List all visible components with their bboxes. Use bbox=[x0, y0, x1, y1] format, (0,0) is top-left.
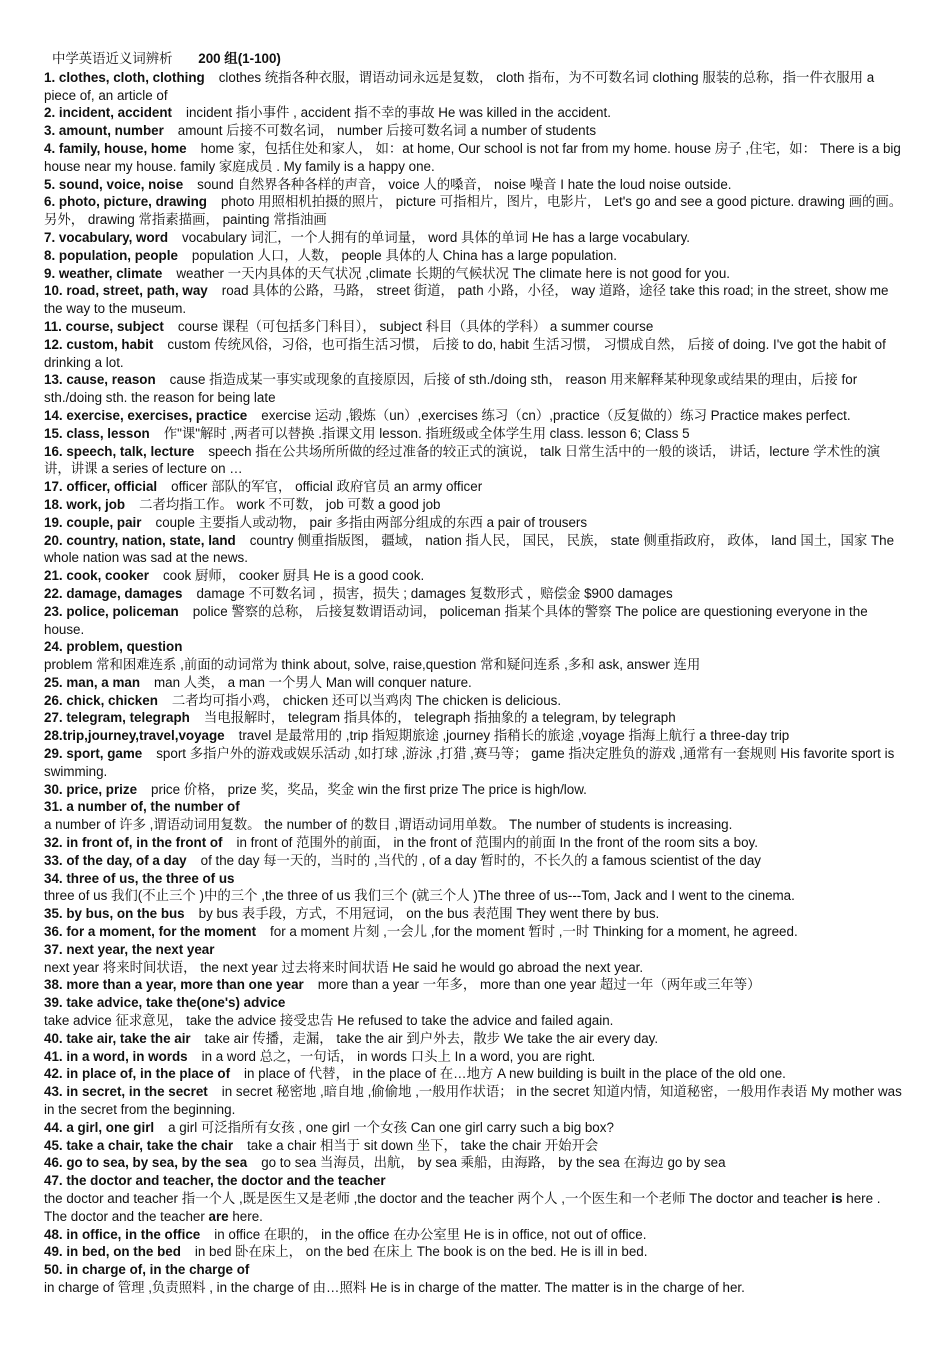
entry-description: custom 传统风俗，习俗，也可指生活习惯， 后接 to do, habit 生活习惯， 习惯成自然， 后接 of doing. I've got the habit of drinking a lot. bbox=[44, 336, 886, 370]
entry-item bbox=[44, 798, 906, 834]
entry-heading: 33. of the day, of a day bbox=[44, 852, 187, 868]
entry-description: in secret 秘密地 ,暗自地 ,偷偷地 ,一般用作状语； in the secret 知道内情，知道秘密，一般用作表语 My mother was in the secret from the beginning. bbox=[44, 1084, 902, 1118]
entry-heading: 47. the doctor and teacher, the doctor and the teacher bbox=[44, 1173, 386, 1189]
entry-description: 当电报解时， telegram 指具体的， telegraph 指抽象的 a telegram, by telegraph bbox=[203, 710, 676, 726]
entry-item bbox=[44, 193, 906, 229]
entry-description: weather 一天内具体的天气状况 ,climate 长期的气候状况 The climate here is not good for you. bbox=[176, 265, 730, 281]
entry-heading: 14. exercise, exercises, practice bbox=[44, 407, 248, 423]
entry-heading: 45. take a chair, take the chair bbox=[44, 1137, 234, 1153]
entry-description: next year 将来时间状语， the next year 过去将来时间状语 He said he would go abroad the next year. bbox=[44, 959, 644, 975]
entry-heading: 50. in charge of, in the charge of bbox=[44, 1262, 250, 1278]
entry-heading: 13. cause, reason bbox=[44, 372, 156, 388]
entry-heading: 6. photo, picture, drawing bbox=[44, 194, 207, 210]
entry-description: officer 部队的军官， official 政府官员 an army officer bbox=[171, 479, 483, 495]
entry-item bbox=[44, 1243, 906, 1261]
entry-heading: 29. sport, game bbox=[44, 746, 143, 762]
entry-item bbox=[44, 1261, 906, 1297]
entry-heading: 42. in place of, in the place of bbox=[44, 1066, 231, 1082]
entry-heading: 16. speech, talk, lecture bbox=[44, 443, 195, 459]
entry-heading: 2. incident, accident bbox=[44, 105, 172, 121]
entry-item bbox=[44, 443, 906, 479]
entry-description: of the day 每一天的，当时的 ,当代的 , of a day 暂时的，不长久的 a famous scientist of the day bbox=[200, 852, 761, 868]
entry-description: travel 是最常用的 ,trip 指短期旅途 ,journey 指稍长的旅途 ,voyage 指海上航行 a three-day trip bbox=[238, 728, 790, 744]
entry-item bbox=[44, 336, 906, 372]
entry-description: sport 多指户外的游戏或娱乐活动 ,如打球 ,游泳 ,打猎 ,赛马等； game 指决定胜负的游戏 ,通常有一套规则 His favorite sport is swimming. bbox=[44, 746, 895, 779]
entry-heading: 36. for a moment, for the moment bbox=[44, 924, 257, 940]
entry-heading: 21. cook, cooker bbox=[44, 568, 149, 584]
entry-description: in bed 卧在床上， on the bed 在床上 The book is on the bed. He is ill in bed. bbox=[194, 1244, 648, 1260]
entry-item bbox=[44, 994, 906, 1030]
entry-item bbox=[44, 496, 906, 514]
entry-item bbox=[44, 371, 906, 407]
entry-item bbox=[44, 1030, 906, 1048]
entry-heading: 46. go to sea, by sea, by the sea bbox=[44, 1155, 248, 1171]
entry-item bbox=[44, 976, 906, 994]
entry-heading: 41. in a word, in words bbox=[44, 1048, 188, 1064]
entry-item bbox=[44, 1119, 906, 1137]
entry-description: take a chair 相当于 sit down 坐下， take the chair 开始开会 bbox=[247, 1137, 599, 1153]
entry-item bbox=[44, 140, 906, 176]
entry-description: police 警察的总称， 后接复数谓语动词， policeman 指某个具体的警察 The police are questioning everyone in the house. bbox=[44, 603, 868, 637]
entry-description: amount 后接不可数名词， number 后接可数名词 a number of students bbox=[177, 123, 597, 139]
entry-item bbox=[44, 104, 906, 122]
entry-item bbox=[44, 709, 906, 727]
entry-heading: 20. country, nation, state, land bbox=[44, 532, 236, 548]
entry-description: a girl 可泛指所有女孩 , one girl 一个女孩 Can one girl carry such a big box? bbox=[168, 1119, 614, 1135]
entry-description: 二者均可指小鸡， chicken 还可以当鸡肉 The chicken is delicious. bbox=[171, 692, 562, 708]
entry-heading: 18. work, job bbox=[44, 496, 126, 512]
entry-description: man 人类， a man 一个男人 Man will conquer nature. bbox=[154, 674, 472, 690]
entry-item bbox=[44, 727, 906, 745]
entry-description: in charge of 管理 ,负责照料 , in the charge of 由…照料 He is in charge of the matter. The matter is in the charge of her. bbox=[44, 1279, 745, 1295]
entry-item bbox=[44, 265, 906, 283]
entry-heading: 34. three of us, the three of us bbox=[44, 870, 235, 886]
entry-heading: 3. amount, number bbox=[44, 123, 164, 139]
entry-item bbox=[44, 1137, 906, 1155]
entry-item bbox=[44, 852, 906, 870]
entry-description-part: is bbox=[831, 1191, 843, 1206]
doc-subtitle: 200 组(1-100) bbox=[198, 51, 281, 66]
doc-title-text: 中学英语近义词辨析 bbox=[52, 51, 173, 66]
entry-heading: 28.trip,journey,travel,voyage bbox=[44, 728, 225, 744]
entry-item bbox=[44, 69, 906, 105]
entry-heading: 26. chick, chicken bbox=[44, 692, 158, 708]
entry-heading: 39. take advice, take the(one's) advice bbox=[44, 995, 286, 1011]
entry-heading: 24. problem, question bbox=[44, 639, 183, 655]
entry-description: price 价格， prize 奖，奖品，奖金 win the first prize The price is high/low. bbox=[151, 781, 587, 797]
entry-heading: 49. in bed, on the bed bbox=[44, 1244, 181, 1260]
entry-description: in front of 范围外的前面， in the front of 范围内的前面 In the front of the room sits a boy. bbox=[236, 835, 758, 851]
doc-title bbox=[44, 50, 906, 68]
entry-item bbox=[44, 1172, 906, 1225]
entry-heading: 44. a girl, one girl bbox=[44, 1119, 155, 1135]
entry-item bbox=[44, 282, 906, 318]
entry-heading: 30. price, prize bbox=[44, 781, 138, 797]
entry-item bbox=[44, 834, 906, 852]
entry-heading: 8. population, people bbox=[44, 247, 178, 263]
entry-heading: 12. custom, habit bbox=[44, 336, 154, 352]
entry-description: population 人口，人数， people 具体的人 China has a large population. bbox=[191, 247, 617, 263]
entry-description: incident 指小事件 , accident 指不幸的事故 He was killed in the accident. bbox=[186, 105, 611, 121]
entry-heading: 11. course, subject bbox=[44, 318, 164, 334]
entry-heading: 17. officer, official bbox=[44, 479, 158, 495]
entry-description: speech 指在公共场所所做的经过准备的较正式的演说， talk 日常生活中的一般的谈话， 讲话，lecture 学术性的演讲，讲课 a series of lecture on … bbox=[44, 443, 881, 477]
entry-heading: 43. in secret, in the secret bbox=[44, 1084, 208, 1100]
entry-description: in office 在职的， in the office 在办公室里 He is in office, not out of office. bbox=[214, 1226, 647, 1242]
entry-item bbox=[44, 674, 906, 692]
entry-description: in place of 代替， in the place of 在…地方 A new building is built in the place of the old one. bbox=[244, 1066, 786, 1082]
entry-description: 作"课"解时 ,两者可以替换 .指课文用 lesson. 指班级或全体学生用 class. lesson 6; Class 5 bbox=[163, 425, 690, 441]
entry-item bbox=[44, 1226, 906, 1244]
entry-item bbox=[44, 478, 906, 496]
entry-item bbox=[44, 532, 906, 568]
entry-heading: 38. more than a year, more than one year bbox=[44, 977, 304, 993]
entry-heading: 22. damage, damages bbox=[44, 585, 183, 601]
entry-description: damage 不可数名词 ，损害，损失 ; damages 复数形式 ，赔偿金 $900 damages bbox=[196, 585, 673, 601]
entry-description: go to sea 当海员，出航， by sea 乘船，由海路， by the sea 在海边 go by sea bbox=[261, 1155, 726, 1171]
entry-heading: 7. vocabulary, word bbox=[44, 229, 169, 245]
entry-heading: 19. couple, pair bbox=[44, 514, 142, 530]
entry-heading: 1. clothes, cloth, clothing bbox=[44, 69, 205, 85]
entry-description-part: here. bbox=[228, 1208, 263, 1224]
entry-description: country 侧重指版图， 疆域， nation 指人民， 国民， 民族， state 侧重指政府， 政体， land 国土，国家 The whole nation was sad at the news. bbox=[44, 532, 895, 566]
entry-description: in a word 总之，一句话， in words 口头上 In a word, you are right. bbox=[201, 1048, 596, 1064]
entry-item bbox=[44, 407, 906, 425]
entry-description: sound 自然界各种各样的声音， voice 人的嗓音， noise 噪音 I hate the loud noise outside. bbox=[197, 176, 732, 192]
entry-description: a number of 许多 ,谓语动词用复数。 the number of 的数目 ,谓语动词用单数。 The number of students is increasing. bbox=[44, 817, 733, 833]
entry-description: by bus 表手段，方式，不用冠词， on the bus 表范围 They went there by bus. bbox=[198, 906, 660, 922]
entry-description: cook 厨师， cooker 厨具 He is a good cook. bbox=[162, 568, 425, 584]
entry-heading: 32. in front of, in the front of bbox=[44, 835, 223, 851]
entry-item bbox=[44, 638, 906, 674]
entry-description: vocabulary 词汇，一个人拥有的单词量， word 具体的单词 He has a large vocabulary. bbox=[182, 229, 691, 245]
entry-description: three of us 我们(不止三个 )中的三个 ,the three of us 我们三个 (就三个人 )The three of us---Tom, Jack and I went to the cinema. bbox=[44, 888, 795, 904]
entry-item bbox=[44, 247, 906, 265]
entry-description: problem 常和困难连系 ,前面的动词常为 think about, solve, raise,question 常和疑问连系 ,多和 ask, answer 连用 bbox=[44, 657, 701, 673]
entry-item bbox=[44, 1065, 906, 1083]
entry-heading: 9. weather, climate bbox=[44, 265, 163, 281]
entry-description: for a moment 片刻 ,一会儿 ,for the moment 暂时 ,一时 Thinking for a moment, he agreed. bbox=[270, 924, 798, 940]
entry-item bbox=[44, 870, 906, 906]
entry-item bbox=[44, 318, 906, 336]
entry-description: more than a year 一年多， more than one year 超过一年（两年或三年等） bbox=[317, 977, 761, 993]
entry-heading: 31. a number of, the number of bbox=[44, 799, 240, 815]
entry-description: cause 指造成某一事实或现象的直接原因，后接 of sth./doing sth， reason 用来解释某种现象或结果的理由，后接 for sth./doing sth. the reason for being late bbox=[44, 372, 858, 406]
entry-description: couple 主要指人或动物， pair 多指由两部分组成的东西 a pair of trousers bbox=[155, 514, 588, 530]
entry-description-part: the doctor and teacher 指一个人 ,既是医生又是老师 ,the doctor and the teacher 两个人 ,一个医生和一个老师 The doctor and teacher bbox=[44, 1191, 832, 1206]
entry-description: exercise 运动 ,锻炼（un）,exercises 练习（cn）,practice（反复做的）练习 Practice makes perfect. bbox=[261, 407, 851, 423]
entry-heading: 37. next year, the next year bbox=[44, 941, 215, 957]
entry-item bbox=[44, 514, 906, 532]
entry-item bbox=[44, 425, 906, 443]
entry-heading: 35. by bus, on the bus bbox=[44, 906, 185, 922]
entry-description-part: are bbox=[208, 1208, 229, 1224]
entry-heading: 23. police, policeman bbox=[44, 603, 179, 619]
entry-list bbox=[44, 69, 906, 1297]
entry-description: photo 用照相机拍摄的照片， picture 可指相片，图片，电影片， Let's go and see a good picture. drawing 画的画。另外， drawing 常指素描画， painting 常指油画 bbox=[44, 194, 903, 228]
entry-heading: 25. man, a man bbox=[44, 674, 141, 690]
entry-item bbox=[44, 1083, 906, 1119]
entry-description: 二者均指工作。 work 不可数， job 可数 a good job bbox=[139, 496, 441, 512]
entry-item bbox=[44, 229, 906, 247]
entry-description: home 家，包括住处和家人， 如：at home, Our school is not far from my home. house 房子 ,住宅，如： There is a big house near my house. family 家庭成员 . My family is a happy one. bbox=[44, 140, 901, 174]
entry-item bbox=[44, 585, 906, 603]
entry-item bbox=[44, 1048, 906, 1066]
entry-item bbox=[44, 905, 906, 923]
entry-description: course 课程（可包括多门科目）， subject 科目（具体的学科） a summer course bbox=[177, 318, 654, 334]
entry-item bbox=[44, 692, 906, 710]
entry-item bbox=[44, 781, 906, 799]
entry-description: clothes 统指各种衣服，谓语动词永远是复数， cloth 指布，为不可数名词 clothing 服装的总称，指一件衣服用 a piece of, an article of bbox=[44, 69, 875, 103]
entry-item bbox=[44, 567, 906, 585]
entry-item bbox=[44, 923, 906, 941]
entry-description: take advice 征求意见， take the advice 接受忠告 He refused to take the advice and failed again. bbox=[44, 1013, 614, 1029]
entry-description: take air 传播，走漏， take the air 到户外去，散步 We take the air every day. bbox=[204, 1030, 659, 1046]
entry-heading: 10. road, street, path, way bbox=[44, 283, 208, 299]
entry-item bbox=[44, 1154, 906, 1172]
entry-description-part: here . The doctor and the teacher bbox=[44, 1191, 881, 1224]
entry-heading: 40. take air, take the air bbox=[44, 1030, 191, 1046]
entry-item bbox=[44, 941, 906, 977]
entry-description: road 具体的公路，马路， street 街道， path 小路，小径， way 道路，途径 take this road; in the street, show me the way to the museum. bbox=[44, 283, 889, 317]
entry-item bbox=[44, 603, 906, 639]
entry-heading: 48. in office, in the office bbox=[44, 1226, 201, 1242]
entry-heading: 4. family, house, home bbox=[44, 140, 187, 156]
entry-item bbox=[44, 176, 906, 194]
entry-item bbox=[44, 745, 906, 781]
entry-item bbox=[44, 122, 906, 140]
entry-heading: 15. class, lesson bbox=[44, 425, 150, 441]
entry-heading: 5. sound, voice, noise bbox=[44, 176, 184, 192]
entry-heading: 27. telegram, telegraph bbox=[44, 710, 190, 726]
